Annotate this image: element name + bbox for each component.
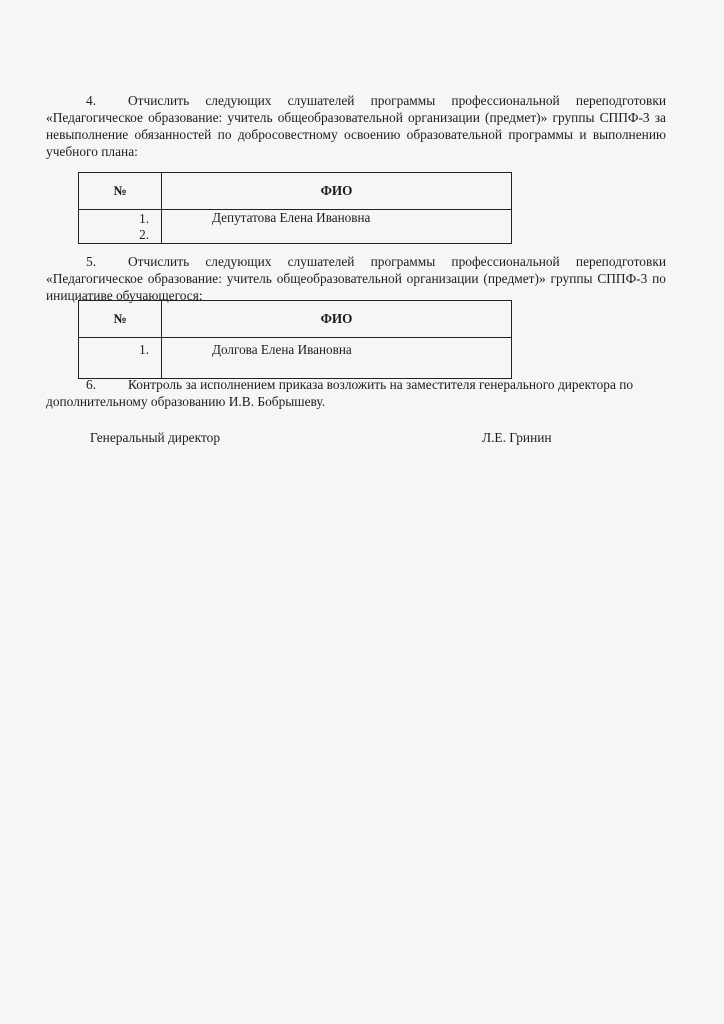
item-number: 5. [86, 254, 97, 269]
expelled-table-2 [78, 300, 512, 379]
table-row [79, 210, 512, 228]
paragraph-item-5 [46, 253, 666, 304]
row-name: Депутатова Елена Ивановна [162, 210, 512, 228]
header-name: ФИО [162, 173, 512, 210]
paragraph-item-6 [46, 376, 666, 410]
item-number: 6. [86, 377, 97, 392]
row-name: Долгова Елена Ивановна [162, 338, 512, 379]
item-number: 4. [86, 93, 97, 108]
row-number: 2. [79, 227, 162, 244]
row-name [162, 227, 512, 244]
row-number: 1. [79, 338, 162, 379]
table-header-row [79, 173, 512, 210]
paragraph-item-4 [46, 92, 666, 160]
table-row [79, 338, 512, 379]
item-text: Контроль за исполнением приказа возложить на заместителя генерального директора по дополнительному образованию И.В. Бобрышеву. [46, 377, 634, 409]
signature-position: Генеральный директор [90, 430, 221, 445]
item-text: Отчислить следующих слушателей программы профессиональной переподготовки «Педагогическое образование: учитель общеобразовательной организации (предмет)» группы СППФ-3 за невыполнение обязанностей по добросовестному освоению образовательной программы и выполнению учебного плана: [46, 93, 666, 159]
signature-name: Л.Е. Гринин [482, 430, 552, 445]
expelled-table-1 [78, 172, 512, 244]
table-header-row [79, 301, 512, 338]
table-row [79, 227, 512, 244]
row-number: 1. [79, 210, 162, 228]
header-number: № [79, 301, 162, 338]
header-number: № [79, 173, 162, 210]
header-name: ФИО [162, 301, 512, 338]
item-text: Отчислить следующих слушателей программы профессиональной переподготовки «Педагогическое образование: учитель общеобразовательной организации (предмет)» группы СППФ-3 по инициативе обучающегося: [46, 254, 666, 303]
